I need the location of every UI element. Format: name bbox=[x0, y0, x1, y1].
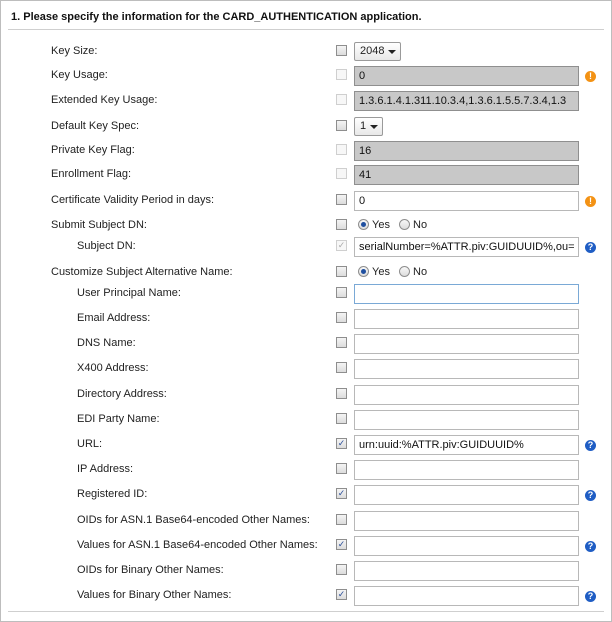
key-usage-checkbox bbox=[336, 69, 347, 80]
row-dns bbox=[0, 334, 612, 354]
values-asn1-label: Values for ASN.1 Base64-encoded Other Names: bbox=[77, 539, 318, 551]
subject-dn-input[interactable]: serialNumber=%ATTR.piv:GUIDUUID%,ou= bbox=[354, 237, 579, 257]
key-size-value: 2048 bbox=[360, 45, 385, 57]
upn-label: User Principal Name: bbox=[77, 287, 181, 299]
private-key-flag-checkbox bbox=[336, 144, 347, 155]
key-size-checkbox[interactable] bbox=[336, 45, 347, 56]
warning-icon[interactable]: ! bbox=[585, 196, 596, 207]
oids-asn1-label: OIDs for ASN.1 Base64-encoded Other Names: bbox=[77, 514, 310, 526]
submit-subject-dn-no-radio[interactable] bbox=[399, 219, 410, 230]
x400-input[interactable] bbox=[354, 359, 579, 379]
key-size-label: Key Size: bbox=[51, 45, 98, 57]
row-enrollment-flag bbox=[0, 165, 612, 185]
oids-binary-label: OIDs for Binary Other Names: bbox=[77, 564, 224, 576]
email-checkbox[interactable] bbox=[336, 312, 347, 323]
url-label: URL: bbox=[77, 438, 103, 450]
help-icon[interactable]: ? bbox=[585, 541, 596, 552]
validity-period-input[interactable]: 0 bbox=[354, 191, 579, 211]
enrollment-flag-field: 41 bbox=[354, 165, 579, 185]
chevron-down-icon bbox=[370, 125, 378, 129]
upn-checkbox[interactable] bbox=[336, 287, 347, 298]
ip-label: IP Address: bbox=[77, 463, 134, 475]
validity-period-checkbox[interactable] bbox=[336, 194, 347, 205]
ip-checkbox[interactable] bbox=[336, 463, 347, 474]
no-label: No bbox=[413, 219, 428, 231]
row-validity-period bbox=[0, 191, 612, 211]
help-icon[interactable]: ? bbox=[585, 242, 596, 253]
key-usage-label: Key Usage: bbox=[51, 69, 108, 81]
row-email bbox=[0, 309, 612, 329]
customize-san-checkbox[interactable] bbox=[336, 266, 347, 277]
extended-key-usage-checkbox bbox=[336, 94, 347, 105]
submit-subject-dn-checkbox[interactable] bbox=[336, 219, 347, 230]
values-binary-checkbox[interactable]: ✓ bbox=[337, 589, 346, 599]
yes-label: Yes bbox=[372, 219, 390, 231]
row-ip bbox=[0, 460, 612, 480]
help-icon[interactable]: ? bbox=[585, 490, 596, 501]
dns-label: DNS Name: bbox=[77, 337, 136, 349]
key-usage-field: 0 bbox=[354, 66, 579, 86]
directory-checkbox[interactable] bbox=[336, 388, 347, 399]
customize-san-yes-radio[interactable] bbox=[358, 266, 369, 277]
row-customize-san bbox=[0, 263, 612, 283]
oids-binary-checkbox[interactable] bbox=[336, 564, 347, 575]
key-size-select[interactable] bbox=[354, 42, 401, 61]
default-key-spec-select[interactable] bbox=[354, 117, 383, 136]
values-binary-input[interactable] bbox=[354, 586, 579, 606]
customize-san-label: Customize Subject Alternative Name: bbox=[51, 266, 233, 278]
extended-key-usage-label: Extended Key Usage: bbox=[51, 94, 158, 106]
default-key-spec-value: 1 bbox=[360, 120, 367, 132]
no-label: No bbox=[413, 266, 428, 278]
row-key-usage bbox=[0, 66, 612, 86]
subject-dn-checkbox: ✓ bbox=[337, 240, 346, 250]
submit-subject-dn-yes-radio[interactable] bbox=[358, 219, 369, 230]
row-oids-asn1 bbox=[0, 511, 612, 531]
edi-checkbox[interactable] bbox=[336, 413, 347, 424]
divider bbox=[8, 29, 604, 30]
yes-label: Yes bbox=[372, 266, 390, 278]
x400-checkbox[interactable] bbox=[336, 362, 347, 373]
row-key-size bbox=[0, 42, 612, 62]
edi-input[interactable] bbox=[354, 410, 579, 430]
default-key-spec-checkbox[interactable] bbox=[336, 120, 347, 131]
row-edi bbox=[0, 410, 612, 430]
oids-binary-input[interactable] bbox=[354, 561, 579, 581]
subject-dn-label: Subject DN: bbox=[77, 240, 136, 252]
values-asn1-checkbox[interactable]: ✓ bbox=[337, 539, 346, 549]
section-title: 1. Please specify the information for the CARD_AUTHENTICATION application. bbox=[11, 11, 422, 23]
email-label: Email Address: bbox=[77, 312, 151, 324]
row-default-key-spec bbox=[0, 117, 612, 137]
directory-input[interactable] bbox=[354, 385, 579, 405]
dns-checkbox[interactable] bbox=[336, 337, 347, 348]
validity-period-label: Certificate Validity Period in days: bbox=[51, 194, 215, 206]
registered-id-checkbox[interactable]: ✓ bbox=[337, 488, 346, 498]
oids-asn1-checkbox[interactable] bbox=[336, 514, 347, 525]
customize-san-no-radio[interactable] bbox=[399, 266, 410, 277]
url-input[interactable]: urn:uuid:%ATTR.piv:GUIDUUID% bbox=[354, 435, 579, 455]
upn-input[interactable] bbox=[354, 284, 579, 304]
row-values-asn1 bbox=[0, 536, 612, 556]
enrollment-flag-checkbox bbox=[336, 168, 347, 179]
warning-icon[interactable]: ! bbox=[585, 71, 596, 82]
oids-asn1-input[interactable] bbox=[354, 511, 579, 531]
chevron-down-icon bbox=[388, 50, 396, 54]
row-url bbox=[0, 435, 612, 455]
help-icon[interactable]: ? bbox=[585, 591, 596, 602]
divider bbox=[8, 611, 604, 612]
row-registered-id bbox=[0, 485, 612, 505]
row-submit-subject-dn bbox=[0, 216, 612, 236]
row-subject-dn bbox=[0, 237, 612, 257]
dns-input[interactable] bbox=[354, 334, 579, 354]
values-asn1-input[interactable] bbox=[354, 536, 579, 556]
row-x400 bbox=[0, 359, 612, 379]
row-upn bbox=[0, 284, 612, 304]
row-extended-key-usage bbox=[0, 91, 612, 111]
private-key-flag-label: Private Key Flag: bbox=[51, 144, 135, 156]
edi-label: EDI Party Name: bbox=[77, 413, 160, 425]
row-oids-binary bbox=[0, 561, 612, 581]
row-directory bbox=[0, 385, 612, 405]
email-input[interactable] bbox=[354, 309, 579, 329]
registered-id-label: Registered ID: bbox=[77, 488, 148, 500]
url-checkbox[interactable]: ✓ bbox=[337, 438, 346, 448]
enrollment-flag-label: Enrollment Flag: bbox=[51, 168, 132, 180]
values-binary-label: Values for Binary Other Names: bbox=[77, 589, 232, 601]
help-icon[interactable]: ? bbox=[585, 440, 596, 451]
submit-subject-dn-label: Submit Subject DN: bbox=[51, 219, 147, 231]
x400-label: X400 Address: bbox=[77, 362, 149, 374]
ip-input[interactable] bbox=[354, 460, 579, 480]
row-private-key-flag bbox=[0, 141, 612, 161]
directory-label: Directory Address: bbox=[77, 388, 167, 400]
private-key-flag-field: 16 bbox=[354, 141, 579, 161]
registered-id-input[interactable] bbox=[354, 485, 579, 505]
extended-key-usage-field: 1.3.6.1.4.1.311.10.3.4,1.3.6.1.5.5.7.3.4,1.3 bbox=[354, 91, 579, 111]
row-values-binary bbox=[0, 586, 612, 606]
default-key-spec-label: Default Key Spec: bbox=[51, 120, 140, 132]
